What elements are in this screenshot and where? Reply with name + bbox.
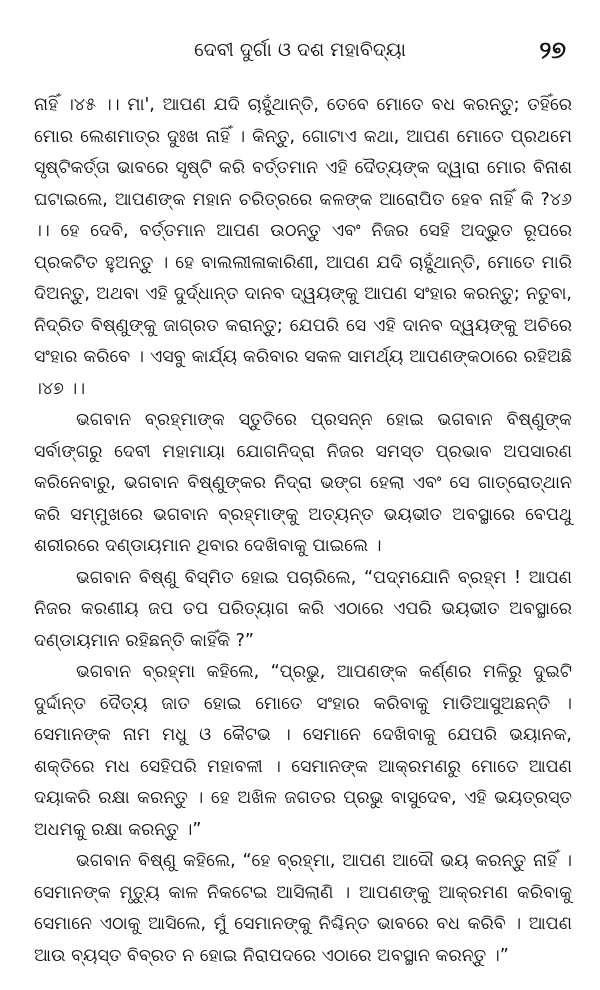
body-text (34, 90, 572, 972)
paragraph: ଭଗବାନ ବିଷ୍ଣୁ ବିସ୍ମିତ ହୋଇ ପଚାରିଲେ, “ପଦ୍ମଯୋନି ବ୍ରହ୍ମ ! ଆପଣ ନିଜର କରଣୀୟ ଜପ ତପ ପରିତ୍ୟାଗ କରି ଏଠାରେ ଏପରି ଭୟଭୀତ ଅବସ୍ଥାରେ ଦଣ୍ଡାୟମାନ ରହିଛନ୍ତି କାହିଁକି ?” (34, 567, 572, 651)
paragraph: ଭଗବାନ ବ୍ରହ୍ମା କହିଲେ, “ପ୍ରଭୁ, ଆପଣଙ୍କ କର୍ଣ୍ଣର ମଳିରୁ ଦୁଇଟି ଦୁର୍ଦ୍ଦାନ୍ତ ଦୈତ୍ୟ ଜାତ ହୋଇ ମୋତେ ସଂହାର କରିବାକୁ ମାଡିଆସୁଅଛନ୍ତି । ସେମାନଙ୍କ ନାମ ମଧୁ ଓ କୈଟଭ । ସେମାନେ ଦେଖିବାକୁ ଯେପରି ଭୟାନକ, ଶକ୍ତିରେ ମଧ ସେହିପରି ମହାବଳୀ । ସେମାନଙ୍କ ଆକ୍ରମଣରୁ ମୋତେ ଆପଣ ଦୟାକରି ରକ୍ଷା କରନ୍ତୁ । ହେ ଅଖିଳ ଜଗତର ପ୍ରଭୁ ବାସୁଦେବ, ଏହି ଭୟତ୍ରସ୍ତ ଅଧମକୁ ରକ୍ଷା କରନ୍ତୁ ।” (34, 662, 572, 840)
paragraph: ଭଗବାନ ବିଷ୍ଣୁ କହିଲେ, “ହେ ବ୍ରହ୍ମା, ଆପଣ ଆଦୌ ଭୟ କରନ୍ତୁ ନାହିଁ । ସେମାନଙ୍କ ମୃତ୍ୟୁ କାଳ ନିକଟେଇ ଆସିଲାଣି । ଆପଣଙ୍କୁ ଆକ୍ରମଣ କରିବାକୁ ସେମାନେ ଏଠାକୁ ଆସିଲେ, ମୁଁ ସେମାନଙ୍କୁ ନିଶ୍ଚିନ୍ତ ଭାବରେ ବଧ କରିବି । ଆପଣ ଆଉ ବ୍ୟସ୍ତ ବିବ୍ରତ ନ ହୋଇ ନିରାପଦରେ ଏଠାରେ ଅବସ୍ଥାନ କରନ୍ତୁ ।” (34, 851, 572, 966)
paragraph: ଭଗବାନ ବ୍ରହ୍ମାଙ୍କ ସ୍ତୁତିରେ ପ୍ରସନ୍ନ ହୋଇ ଭଗବାନ ବିଷ୍ଣୁଙ୍କ ସର୍ବାଙ୍ଗରୁ ଦେବୀ ମହାମାୟା ଯୋଗନିଦ୍ରା ନିଜର ସମସ୍ତ ପ୍ରଭାବ ଅପସାରଣ କରିନେବାରୁ, ଭଗବାନ ବିଷ୍ଣୁଙ୍କର ନିଦ୍ରା ଭଙ୍ଗ ହେଲା ଏବଂ ସେ ଗାତ୍ରୋତ୍‌ଥାନ କରି ସମ୍ମୁଖରେ ଭଗବାନ ବ୍ରହ୍ମାଙ୍କୁ ଅତ୍ୟନ୍ତ ଭୟଭୀତ ଅବସ୍ଥାରେ ବେପଥୁ ଶରୀରରେ ଦଣ୍ଡାୟମାନ ଥିବାର ଦେଖିବାକୁ ପାଇଲେ । (34, 410, 572, 556)
paragraph-continuation: ନାହିଁ ।୪୫ ।। ମା', ଆପଣ ଯଦି ଚାହୁଁଥାନ୍ତି, ତେବେ ମୋତେ ବଧ କରନ୍ତୁ; ତହିଁରେ ମୋର ଲେଶମାତ୍ର ଦୁଃଖ ନାହିଁ । କିନ୍ତୁ, ଗୋଟାଏ କଥା, ଆପଣ ମୋତେ ପ୍ରଥମେ ସୃଷ୍ଟିକର୍ତ୍ତା ଭାବରେ ସୃଷ୍ଟି କରି ବର୍ତ୍ତମାନ ଏହି ଦୈତ୍ୟଙ୍କ ଦ୍ୱାରା ମୋର ବିନାଶ ଘଟାଇଲେ, ଆପଣଙ୍କ ମହାନ ଚରିତ୍ରରେ କଳଙ୍କ ଆରୋପିତ ହେବ ନାହିଁ କି ?୪୬ ।। ହେ ଦେବି, ବର୍ତ୍ତମାନ ଆପଣ ଉଠନ୍ତୁ ଏବଂ ନିଜର ସେହି ଅଦ୍ଭୁତ ରୂପରେ ପ୍ରକଟିତ ହୁଅନ୍ତୁ । ହେ ବାଲଲୀଳାକାରିଣୀ, ଆପଣ ଯଦି ଚାହୁଁଥାନ୍ତି, ମୋତେ ମାରି ଦିଅନ୍ତୁ, ଅଥବା ଏହି ଦୁର୍ଦ୍ଧାନ୍ତ ଦାନବ ଦ୍ୱୟଙ୍କୁ ଆପଣ ସଂହାର କରନ୍ତୁ; ନତୁବା, ନିଦ୍ରିତ ବିଷ୍ଣୁଙ୍କୁ ଜାଗ୍ରତ କରାନ୍ତୁ; ଯେପରି ସେ ଏହି ଦାନବ ଦ୍ୱୟଙ୍କୁ ଅଚିରେ ସଂହାର କରିବେ । ଏସବୁ କାର୍ଯ୍ୟ କରିବାର ସକଳ ସାମର୍ଥ୍ୟ ଆପଣଙ୍କଠାରେ ରହିଅଛି ।୪୭ ।। (34, 95, 572, 399)
running-title: ଦେବୀ ଦୁର୍ଗା ଓ ଦଶ ମହାବିଦ୍ୟା (194, 39, 406, 61)
page-header (0, 36, 600, 68)
page-number: ୨୭ (539, 36, 566, 64)
